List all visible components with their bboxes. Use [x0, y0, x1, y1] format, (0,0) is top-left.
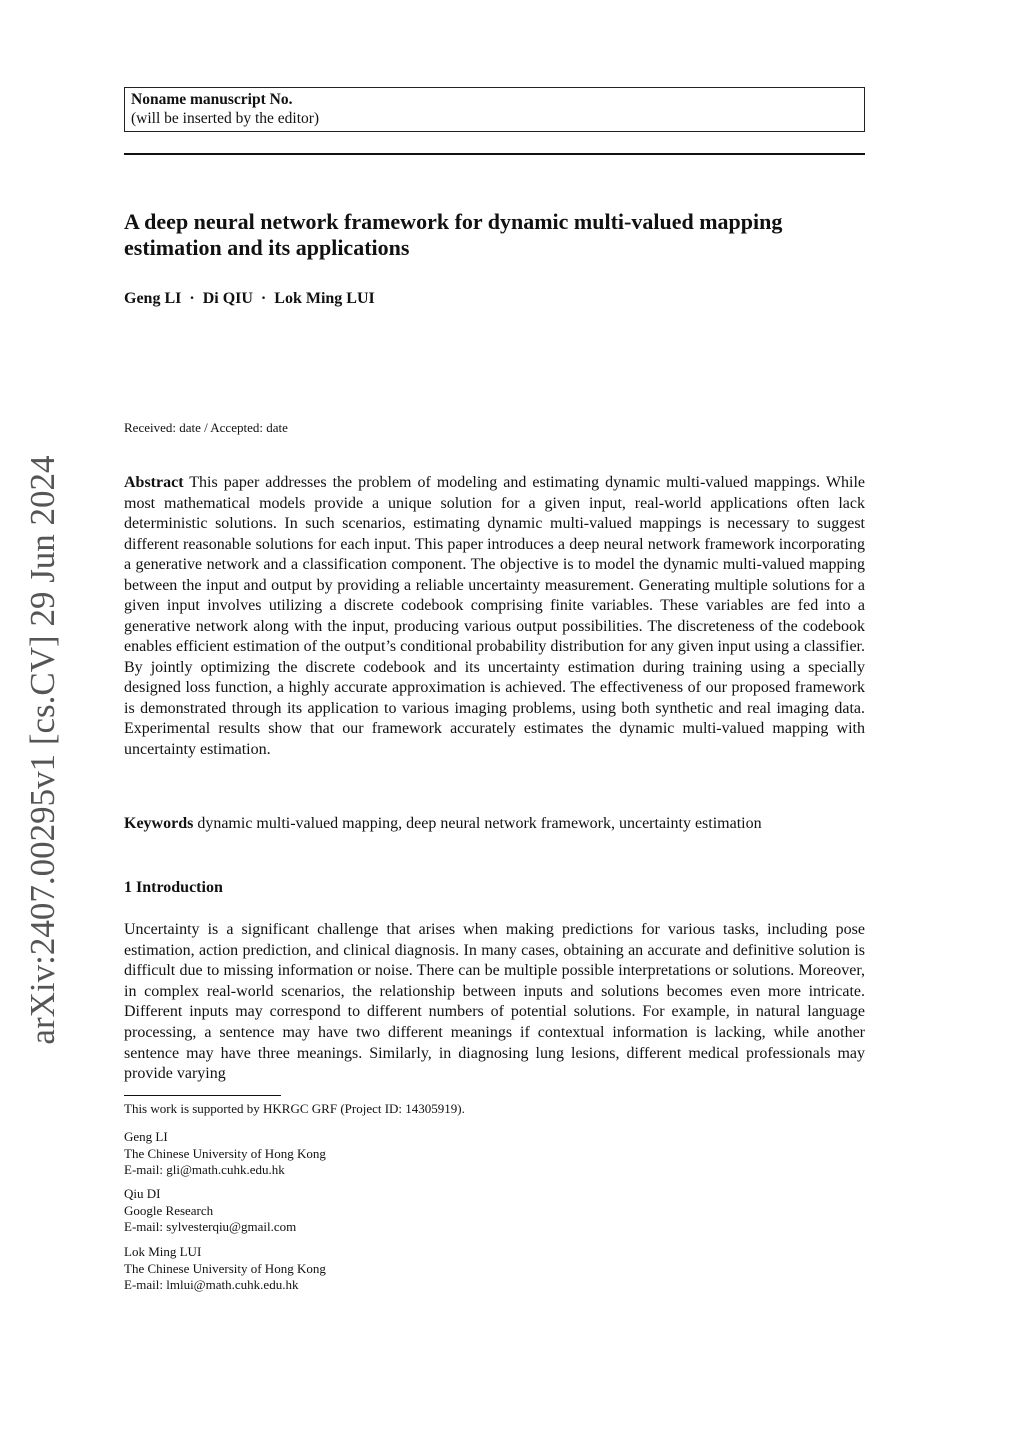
- affiliation: [124, 1244, 326, 1294]
- manuscript-label: Noname manuscript No.: [131, 91, 293, 108]
- abstract-label: Abstract: [124, 474, 184, 491]
- manuscript-box: [124, 87, 865, 132]
- affiliation-name: Lok Ming LUI: [124, 1244, 202, 1259]
- author-name: Lok Ming LUI: [274, 290, 375, 307]
- affiliation-org: Google Research: [124, 1202, 214, 1218]
- keywords: [124, 814, 865, 834]
- author-name: Di QIU: [202, 290, 253, 307]
- affiliation: [124, 1129, 326, 1179]
- affiliation-email: E-mail: lmlui@math.cuhk.edu.hk: [124, 1277, 299, 1292]
- arxiv-stamp: arXiv:2407.00295v1 [cs.CV] 29 Jun 2024: [23, 455, 62, 1045]
- manuscript-note: (will be inserted by the editor): [131, 110, 320, 127]
- funding-footnote: This work is supported by HKRGC GRF (Project ID: 14305919).: [124, 1101, 465, 1116]
- affiliation-name: Geng LI: [124, 1129, 168, 1144]
- header-rule: [124, 153, 865, 155]
- section-heading: 1 Introduction: [124, 879, 223, 896]
- affiliation-email: E-mail: sylvesterqiu@gmail.com: [124, 1219, 297, 1234]
- author-separator: ·: [189, 290, 195, 307]
- affiliation-org: The Chinese University of Hong Kong: [124, 1260, 326, 1276]
- abstract-text: This paper addresses the problem of modeling and estimating dynamic multi-valued mappings. While most mathematical models provide a unique solution for a given input, real-world applications often lack deterministic solutions. In such scenarios, estimating dynamic multi-valued mappings is necessary to suggest different reasonable solutions for each input. This paper introduces a deep neural network framework incorporating a generative network and a classification component. The objective is to model the dynamic multi-valued mapping between the input and output by providing a reliable uncertainty measurement. Generating multiple solutions for a given input involves utilizing a discrete codebook comprising finite variables. These variables are fed into a generative network along with the input, producing various output possibilities. The discreteness of the codebook enables efficient estimation of the output’s conditional probability distribution for any given input using a classifier. By jointly optimizing the discrete codebook and its uncertainty estimation during training using a specially designed loss function, a highly accurate approximation is achieved. The effectiveness of our proposed framework is demonstrated through its application to various imaging problems, using both synthetic and real imaging data. Experimental results show that our framework accurately estimates the dynamic multi-valued mapping with uncertainty estimation.: [124, 474, 865, 758]
- affiliation-name: Qiu DI: [124, 1186, 161, 1201]
- affiliation-email: E-mail: gli@math.cuhk.edu.hk: [124, 1162, 285, 1177]
- received-date: Received: date / Accepted: date: [124, 420, 288, 435]
- keywords-label: Keywords: [124, 815, 194, 832]
- introduction-text: Uncertainty is a significant challenge that arises when making predictions for various tasks, including pose estimation, action prediction, and clinical diagnosis. In many cases, obtaining an accurate and definitive solution is difficult due to missing information or noise. There can be multiple possible interpretations or solutions. Moreover, in complex real-world scenarios, the relationship between inputs and solutions becomes even more intricate. Different inputs may correspond to different numbers of potential solutions. For example, in natural language processing, a sentence may have two different meanings if contextual information is lacking, while another sentence may have three meanings. Similarly, in diagnosing lung lesions, different medical professionals may provide varying: [124, 921, 865, 1083]
- affiliation-org: The Chinese University of Hong Kong: [124, 1145, 326, 1161]
- author-separator: ·: [260, 290, 267, 307]
- keywords-text: dynamic multi-valued mapping, deep neural network framework, uncertainty estimation: [197, 815, 762, 832]
- author-name: Geng LI: [124, 290, 182, 307]
- paper-title: A deep neural network framework for dynamic multi-valued mapping estimation and its applications: [124, 209, 783, 260]
- affiliation: [124, 1186, 296, 1236]
- footnote-rule: [124, 1095, 281, 1096]
- author-list: [124, 290, 375, 308]
- abstract: [124, 473, 865, 760]
